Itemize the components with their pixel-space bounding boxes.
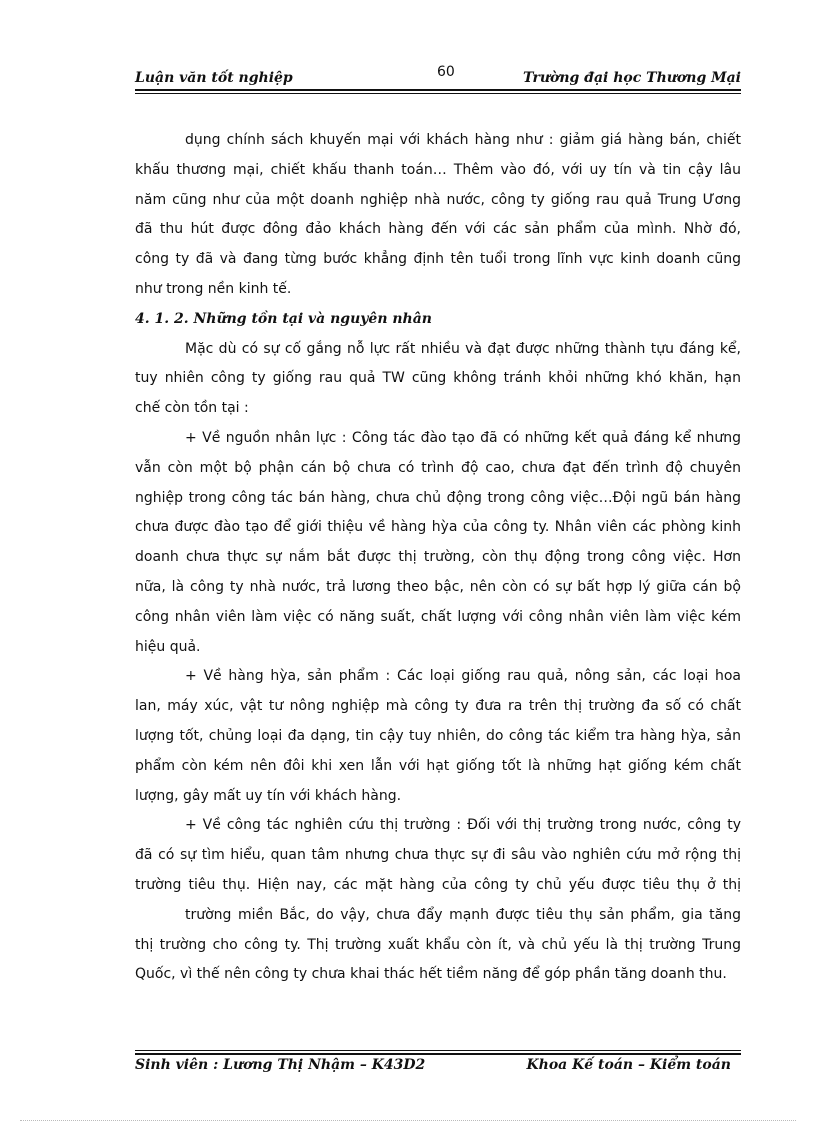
page-footer <box>135 1057 741 1081</box>
text-line: dụng chính sách khuyến mại với khách hàng như : giảm giá hàng bán, chiết <box>185 132 741 148</box>
text-line: + Về công tác nghiên cứu thị trường : Đối với thị trường trong nước, công ty <box>185 817 741 834</box>
text-line: khấu thương mại, chiết khấu thanh toán… Thêm vào đó, với uy tín và tin cậy lâu <box>135 161 741 178</box>
text-line: trường miền Bắc, do vậy, chưa đẩy mạnh được tiêu thụ sản phẩm, gia tăng <box>185 906 741 923</box>
text-line: công nhân viên làm việc có năng suất, chất lượng với công nhân viên làm việc kém <box>135 608 741 625</box>
page-edge-divider <box>20 1120 796 1121</box>
text-line: đã có sự tìm hiểu, quan tâm nhưng chưa thực sự đi sâu vào nghiên cứu mở rộng thị <box>135 847 741 864</box>
header-thesis-title: Luận văn tốt nghiệp <box>135 70 293 86</box>
footer-rule-thick <box>135 1053 741 1055</box>
header-university: Trường đại học Thương Mại <box>523 70 741 86</box>
text-line: thị trường cho công ty. Thị trường xuất khẩu còn ít, và chủ yếu là thị trường Trung <box>135 936 741 953</box>
text-line: công ty đã và đang từng bước khẳng định tên tuổi trong lĩnh vực kinh doanh cũng <box>135 251 741 268</box>
text-line: Mặc dù có sự cố gắng nỗ lực rất nhiều và đạt được những thành tựu đáng kể, <box>185 340 741 357</box>
text-line: trường tiêu thụ. Hiện nay, các mặt hàng của công ty chủ yếu được tiêu thụ ở thị <box>135 876 741 893</box>
paragraph-human-resources <box>135 424 741 662</box>
text-line: nghiệp trong công tác bán hàng, chưa chủ động trong công việc…Đội ngũ bán hàng <box>135 489 741 506</box>
paragraph-market-continued <box>135 901 741 990</box>
paragraph-limitations <box>135 335 741 424</box>
header-rule-thick <box>135 89 741 91</box>
text-line: hiệu quả. <box>135 638 201 655</box>
section-heading: 4. 1. 2. Những tồn tại và nguyên nhân <box>135 310 432 327</box>
text-line: doanh chưa thực sự nắm bắt được thị trường, còn thụ động trong công việc. Hơn <box>135 549 741 566</box>
text-line: như trong nền kinh tế. <box>135 280 292 297</box>
paragraph-products <box>135 662 741 811</box>
text-line: lượng tốt, chủng loại đa dạng, tin cậy tuy nhiên, do công tác kiểm tra hàng hỳa, sản <box>135 727 741 744</box>
page-header <box>135 64 741 92</box>
header-rule-thin <box>135 93 741 94</box>
text-line: + Về hàng hỳa, sản phẩm : Các loại giống rau quả, nông sản, các loại hoa <box>185 668 741 685</box>
text-line: + Về nguồn nhân lực : Công tác đào tạo đã có những kết quả đáng kể nhưng <box>185 429 741 446</box>
paragraph-intro <box>135 126 741 305</box>
text-line: chưa được đào tạo để giới thiệu về hàng hỳa của công ty. Nhân viên các phòng kinh <box>135 519 741 536</box>
text-line: phẩm còn kém nên đôi khi xen lẫn với hạt giống tốt là những hạt giống kém chất <box>135 757 741 774</box>
text-line: lượng, gây mất uy tín với khách hàng. <box>135 787 402 804</box>
text-line: tuy nhiên công ty giống rau quả TW cũng không tránh khỏi những khó khăn, hạn <box>135 370 741 387</box>
text-line: chế còn tồn tại : <box>135 400 249 417</box>
text-line: năm cũng như của một doanh nghiệp nhà nước, công ty giống rau quả Trung Ương <box>135 191 741 208</box>
page-number: 60 <box>437 64 455 80</box>
footer-rule-thin <box>135 1050 741 1051</box>
paragraph-market-research <box>135 811 741 900</box>
text-line: nữa, là công ty nhà nước, trả lương theo bậc, nên còn có sự bất hợp lý giữa cán bộ <box>135 578 741 595</box>
text-line: đã thu hút được đông đảo khách hàng đến với các sản phẩm của mình. Nhờ đó, <box>135 221 741 238</box>
text-line: Quốc, vì thế nên công ty chưa khai thác hết tiềm năng để góp phần tăng doanh thu. <box>135 966 727 983</box>
footer-student: Sinh viên : Lương Thị Nhậm – K43D2 <box>135 1057 426 1073</box>
text-line: vẫn còn một bộ phận cán bộ chưa có trình độ cao, chưa đạt đến trình độ chuyên <box>135 459 741 476</box>
footer-department: Khoa Kế toán – Kiểm toán <box>526 1057 731 1073</box>
page-body <box>135 126 741 990</box>
text-line: lan, máy xúc, vật tư nông nghiệp mà công ty đưa ra trên thị trường đa số có chất <box>135 698 741 715</box>
